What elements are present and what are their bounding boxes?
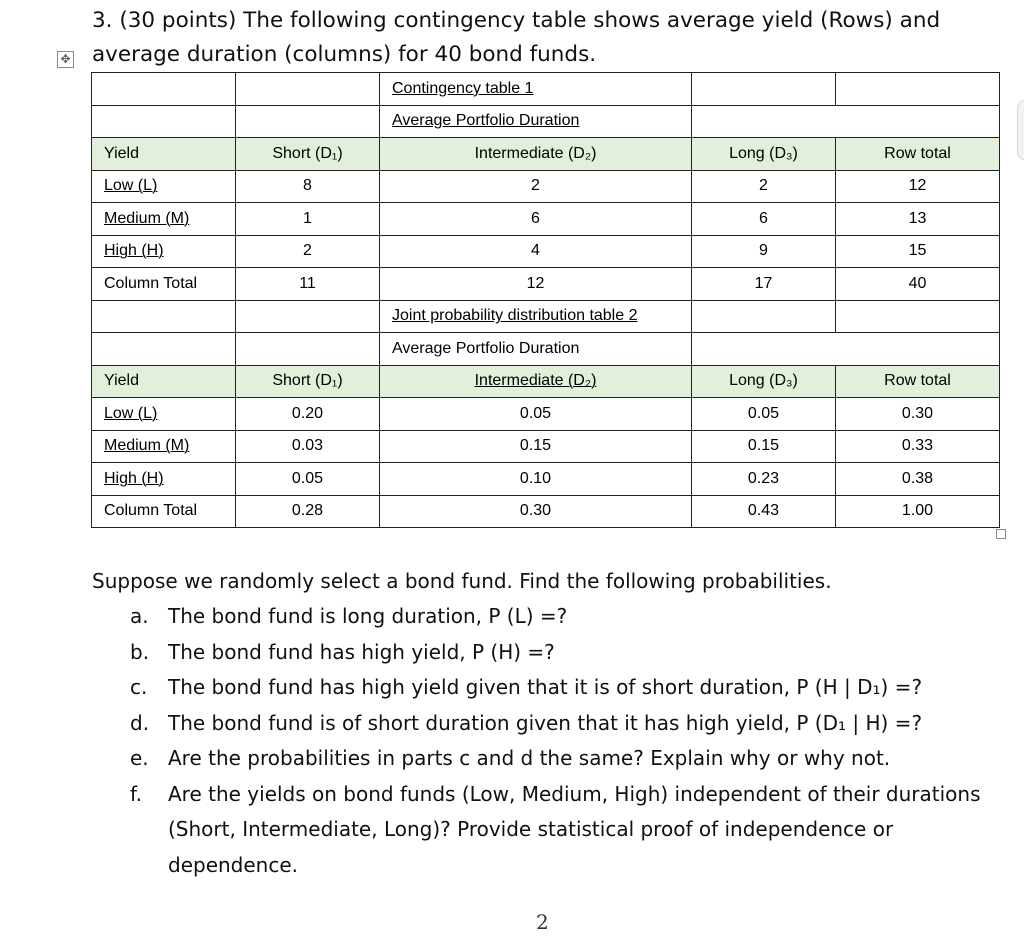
table-header-cell: Yield: [92, 365, 236, 398]
table-cell: 0.43: [692, 495, 836, 528]
table2-subtitle: Average Portfolio Duration: [380, 333, 692, 366]
table-cell: 0.05: [692, 398, 836, 431]
table-header-cell: Row total: [836, 138, 1000, 171]
scrollbar-thumb[interactable]: [1017, 100, 1024, 160]
table2-title: Joint probability distribution table 2: [380, 300, 692, 333]
item-text: The bond fund has high yield, P (H) =?: [168, 639, 555, 664]
item-text: Are the yields on bond funds (Low, Medium, High) independent of their durations (Short, Intermediate, Long)? Provide statistical proof of independence or dependence.: [168, 781, 981, 877]
table1-title-row: [92, 73, 1000, 106]
table-cell: 1.00: [836, 495, 1000, 528]
table-resize-handle[interactable]: [996, 529, 1006, 539]
item-label: b.: [130, 639, 150, 664]
table-row: [92, 430, 1000, 463]
row-label: High (H): [92, 463, 236, 496]
item-label: d.: [130, 710, 150, 735]
table-header-cell: Intermediate (D₂): [380, 365, 692, 398]
item-text: The bond fund is of short duration given that it has high yield, P (D₁ | H) =?: [168, 710, 923, 735]
table-header-cell: Short (D₁): [236, 365, 380, 398]
row-label: Low (L): [92, 170, 236, 203]
table-cell: 0.15: [692, 430, 836, 463]
move-arrows-icon[interactable]: ✥: [57, 51, 74, 68]
table1-subtitle-row: [92, 105, 1000, 138]
table-row: [92, 203, 1000, 236]
list-item: [92, 635, 1012, 671]
table-cell: 13: [836, 203, 1000, 236]
table-cell: 2: [692, 170, 836, 203]
table-cell: 2: [380, 170, 692, 203]
table-cell: 0.23: [692, 463, 836, 496]
item-label: c.: [130, 675, 148, 699]
list-item: [92, 777, 1012, 884]
table-row: [92, 463, 1000, 496]
row-label: Low (L): [92, 398, 236, 431]
row-label: Medium (M): [92, 430, 236, 463]
table-cell: 0.28: [236, 495, 380, 528]
table-cell: 0.33: [836, 430, 1000, 463]
table-cell: 4: [380, 235, 692, 268]
table-cell: 9: [692, 235, 836, 268]
page-number: 2: [536, 910, 549, 934]
table2-title-row: [92, 300, 1000, 333]
table-header-cell: Long (D₃): [692, 138, 836, 171]
row-label: Column Total: [92, 495, 236, 528]
table-row: [92, 268, 1000, 301]
item-label: f.: [130, 781, 142, 806]
item-text: Are the probabilities in parts c and d the same? Explain why or why not.: [168, 746, 891, 770]
list-item: [92, 670, 1012, 706]
table-cell: 8: [236, 170, 380, 203]
table-row: [92, 398, 1000, 431]
table-cell: 0.05: [236, 463, 380, 496]
list-item: [92, 741, 1012, 777]
table-cell: 0.05: [380, 398, 692, 431]
table-cell: 6: [380, 203, 692, 236]
table-header-cell: Row total: [836, 365, 1000, 398]
table-row: [92, 170, 1000, 203]
table-header-cell: Short (D₁): [236, 138, 380, 171]
table-row: [92, 235, 1000, 268]
table-header-cell: Intermediate (D₂): [380, 138, 692, 171]
table-header-cell: Yield: [92, 138, 236, 171]
questions-intro: Suppose we randomly select a bond fund. Find the following probabilities.: [92, 569, 832, 593]
table-cell: 0.03: [236, 430, 380, 463]
table-row: [92, 495, 1000, 528]
contingency-tables: [91, 72, 1000, 528]
table-cell: 0.38: [836, 463, 1000, 496]
table-cell: 0.10: [380, 463, 692, 496]
table-cell: 6: [692, 203, 836, 236]
table-cell: 17: [692, 268, 836, 301]
table-header-cell: Long (D₃): [692, 365, 836, 398]
row-label: Column Total: [92, 268, 236, 301]
item-label: e.: [130, 746, 149, 770]
table-cell: 0.15: [380, 430, 692, 463]
table-cell: 12: [836, 170, 1000, 203]
table-cell: 0.20: [236, 398, 380, 431]
table-cell: 12: [380, 268, 692, 301]
list-item: [92, 706, 1012, 742]
list-item: [92, 599, 1012, 635]
row-label: High (H): [92, 235, 236, 268]
question-heading: 3. (30 points) The following contingency table shows average yield (Rows) and average duration (columns) for 40 bond funds.: [92, 8, 941, 67]
item-text: The bond fund has high yield given that it is of short duration, P (H | D₁) =?: [168, 675, 923, 699]
table-cell: 11: [236, 268, 380, 301]
questions-section: [92, 563, 1012, 883]
table-cell: 1: [236, 203, 380, 236]
item-text: The bond fund is long duration, P (L) =?: [168, 604, 568, 628]
table2-subtitle-row: [92, 333, 1000, 366]
table-cell: 0.30: [380, 495, 692, 528]
table-cell: 2: [236, 235, 380, 268]
table-cell: 15: [836, 235, 1000, 268]
table-cell: 40: [836, 268, 1000, 301]
table1-header-row: [92, 138, 1000, 171]
questions-list: [92, 599, 1012, 883]
table1-subtitle: Average Portfolio Duration: [380, 105, 692, 138]
table1-title: Contingency table 1: [380, 73, 692, 106]
item-label: a.: [130, 604, 149, 628]
table2-header-row: [92, 365, 1000, 398]
table-cell: 0.30: [836, 398, 1000, 431]
row-label: Medium (M): [92, 203, 236, 236]
